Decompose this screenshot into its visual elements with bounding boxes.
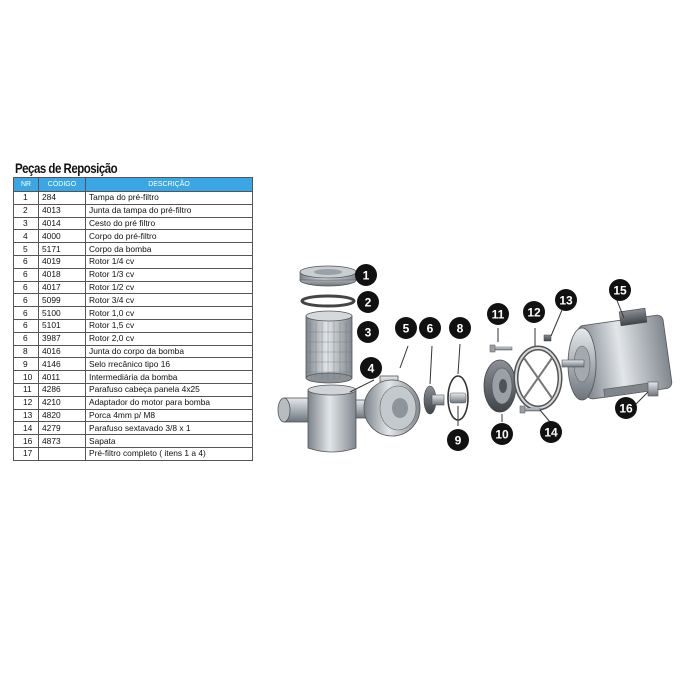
cell-description: Rotor 2,0 cv — [86, 332, 253, 345]
cell-description: Junta do corpo da bomba — [86, 345, 253, 358]
callout-6 — [419, 317, 441, 339]
callout-label: 14 — [544, 425, 558, 440]
callout-label: 3 — [364, 325, 372, 340]
callout-16 — [615, 397, 637, 419]
table-row — [14, 204, 253, 217]
cell-description: Corpo da bomba — [86, 243, 253, 256]
cell-description: Rotor 1,0 cv — [86, 307, 253, 320]
cell-description: Rotor 3/4 cv — [86, 294, 253, 307]
cell-description: Pré-filtro completo ( itens 1 a 4) — [86, 447, 253, 460]
callout-3 — [357, 321, 379, 343]
cell-nr: 1 — [14, 192, 39, 205]
table-row — [14, 435, 253, 448]
header-description: DESCRIÇÃO — [86, 178, 253, 192]
cell-code: 4018 — [39, 268, 86, 281]
table-row — [14, 307, 253, 320]
cell-description: Selo rrecânico tipo 16 — [86, 358, 253, 371]
callout-15 — [609, 279, 631, 301]
cell-nr: 16 — [14, 435, 39, 448]
cell-nr: 13 — [14, 409, 39, 422]
callout-label: 2 — [364, 295, 372, 310]
cell-nr: 6 — [14, 319, 39, 332]
pump-intermediate-part — [484, 360, 516, 422]
cell-code: 4011 — [39, 371, 86, 384]
cell-description: Rotor 1/2 cv — [86, 281, 253, 294]
cell-code: 4146 — [39, 358, 86, 371]
cell-code: 4210 — [39, 396, 86, 409]
callout-label: 10 — [495, 427, 509, 442]
cell-description: Sapata — [86, 435, 253, 448]
cell-description: Adaptador do motor para bomba — [86, 396, 253, 409]
callout-10 — [491, 423, 513, 445]
lid-gasket-part — [302, 296, 354, 306]
cell-code: 4016 — [39, 345, 86, 358]
cell-description: Rotor 1/4 cv — [86, 255, 253, 268]
table-row — [14, 243, 253, 256]
cell-nr: 4 — [14, 230, 39, 243]
cell-nr: 11 — [14, 383, 39, 396]
callout-11 — [487, 303, 509, 325]
callout-label: 15 — [613, 283, 627, 298]
cell-code: 5101 — [39, 319, 86, 332]
cell-nr: 10 — [14, 371, 39, 384]
table-row — [14, 281, 253, 294]
cell-description: Intermediária da bomba — [86, 371, 253, 384]
table-row — [14, 396, 253, 409]
cell-description: Parafuso sextavado 3/8 x 1 — [86, 422, 253, 435]
table-row — [14, 447, 253, 460]
cell-nr: 3 — [14, 217, 39, 230]
pan-head-screw-part — [490, 328, 512, 352]
callout-1 — [355, 264, 377, 286]
cell-nr: 12 — [14, 396, 39, 409]
table-row — [14, 294, 253, 307]
cell-description: Junta da tampa do pré-filtro — [86, 204, 253, 217]
callout-label: 4 — [367, 361, 375, 376]
parts-list-title: Peças de Reposição — [15, 160, 118, 176]
cell-code — [39, 447, 86, 460]
mechanical-seal-part — [450, 393, 466, 426]
callout-5 — [395, 317, 417, 339]
cell-description: Porca 4mm p/ M8 — [86, 409, 253, 422]
cell-description: Tampa do pré-filtro — [86, 192, 253, 205]
callout-14 — [540, 421, 562, 443]
header-nr: NR — [14, 178, 39, 192]
cell-code: 4019 — [39, 255, 86, 268]
cell-description: Corpo do pré-filtro — [86, 230, 253, 243]
cell-nr: 9 — [14, 358, 39, 371]
impeller-part — [424, 346, 444, 414]
parts-table — [13, 177, 253, 461]
cell-code: 4013 — [39, 204, 86, 217]
cell-code: 4014 — [39, 217, 86, 230]
cell-nr: 6 — [14, 294, 39, 307]
cell-code: 4279 — [39, 422, 86, 435]
table-row — [14, 422, 253, 435]
table-row — [14, 230, 253, 243]
cell-nr: 17 — [14, 447, 39, 460]
table-row — [14, 358, 253, 371]
cell-code: 4873 — [39, 435, 86, 448]
cell-nr: 6 — [14, 281, 39, 294]
table-row — [14, 255, 253, 268]
prefilter-lid-part — [300, 266, 356, 286]
cell-code: 284 — [39, 192, 86, 205]
cell-nr: 6 — [14, 307, 39, 320]
nut-part — [544, 310, 562, 341]
callout-2 — [357, 291, 379, 313]
cell-code: 4286 — [39, 383, 86, 396]
callout-label: 12 — [527, 305, 541, 320]
cell-code: 3987 — [39, 332, 86, 345]
callout-13 — [555, 289, 577, 311]
header-code: CÓDIGO — [39, 178, 86, 192]
cell-code: 4000 — [39, 230, 86, 243]
motor-adapter-part — [516, 328, 560, 408]
table-row — [14, 217, 253, 230]
table-row — [14, 345, 253, 358]
cell-description: Rotor 1/3 cv — [86, 268, 253, 281]
callout-label: 5 — [402, 321, 410, 336]
callout-label: 11 — [491, 307, 505, 322]
table-row — [14, 371, 253, 384]
table-row — [14, 332, 253, 345]
cell-nr: 14 — [14, 422, 39, 435]
callout-4 — [360, 357, 382, 379]
cell-code: 5100 — [39, 307, 86, 320]
table-row — [14, 192, 253, 205]
table-row — [14, 319, 253, 332]
cell-nr: 6 — [14, 255, 39, 268]
cell-code: 5171 — [39, 243, 86, 256]
callout-9 — [447, 429, 469, 451]
callout-label: 8 — [456, 321, 464, 336]
cell-code: 5099 — [39, 294, 86, 307]
callout-label: 9 — [454, 433, 462, 448]
cell-description: Parafuso cabeça panela 4x25 — [86, 383, 253, 396]
callout-12 — [523, 301, 545, 323]
cell-nr: 5 — [14, 243, 39, 256]
callout-8 — [449, 317, 471, 339]
cell-nr: 2 — [14, 204, 39, 217]
table-header-row — [14, 178, 253, 192]
cell-code: 4017 — [39, 281, 86, 294]
exploded-pump-diagram — [270, 258, 690, 458]
callout-label: 16 — [619, 401, 633, 416]
cell-nr: 8 — [14, 345, 39, 358]
table-row — [14, 383, 253, 396]
table-row — [14, 409, 253, 422]
callout-label: 1 — [362, 268, 370, 283]
prefilter-body-part — [278, 380, 374, 452]
callout-label: 6 — [426, 321, 434, 336]
cell-nr: 6 — [14, 268, 39, 281]
strainer-basket-part — [306, 311, 352, 383]
cell-code: 4820 — [39, 409, 86, 422]
cell-description: Cesto do pré filtro — [86, 217, 253, 230]
table-row — [14, 268, 253, 281]
cell-nr: 6 — [14, 332, 39, 345]
callout-label: 13 — [559, 293, 573, 308]
cell-description: Rotor 1,5 cv — [86, 319, 253, 332]
